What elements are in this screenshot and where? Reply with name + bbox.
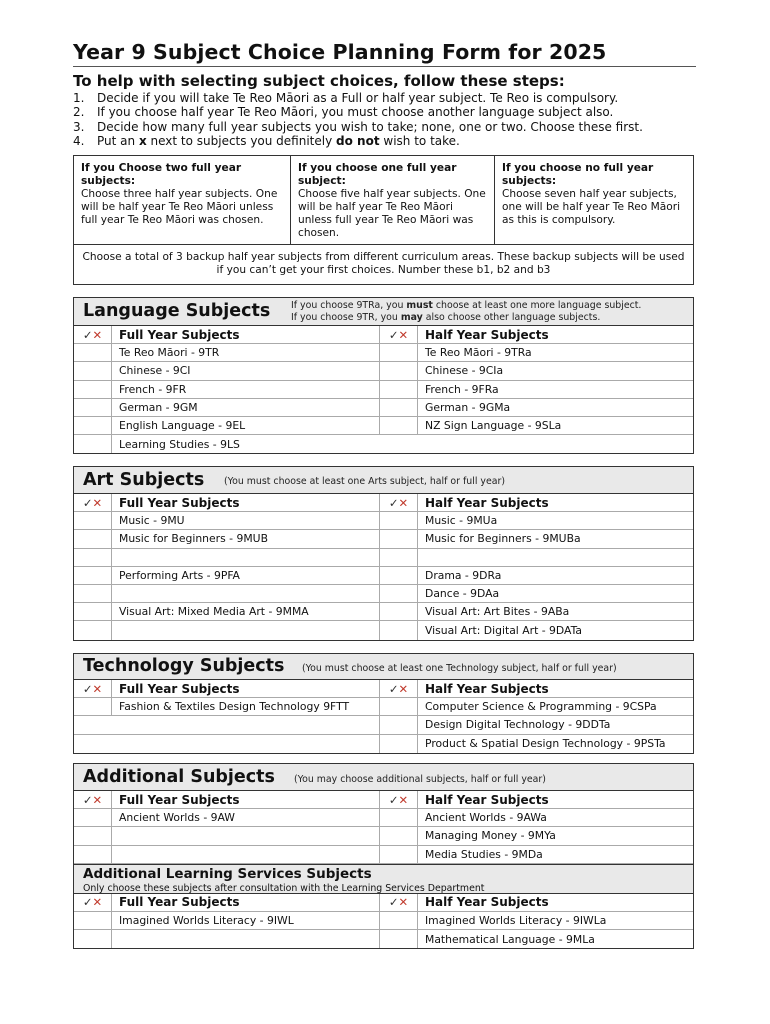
language-section-header: [74, 298, 693, 326]
cross-icon: ✕: [398, 681, 409, 696]
empty-cell: [74, 716, 380, 733]
half-year-mark-box[interactable]: [380, 827, 418, 844]
full-year-mark-box[interactable]: [74, 530, 112, 547]
full-year-mark-box[interactable]: [74, 399, 112, 416]
full-year-subject: Music for Beginners - 9MUB: [112, 530, 380, 547]
subject-row: [74, 735, 693, 753]
section-note: (You must choose at least one Arts subject, half or full year): [224, 476, 505, 487]
full-year-mark-box[interactable]: [74, 827, 112, 844]
subject-row: [74, 399, 693, 417]
full-year-mark-box[interactable]: [74, 549, 112, 566]
full-year-header: Full Year Subjects: [112, 326, 380, 343]
note-part: If you choose 9TRa, you: [291, 300, 407, 311]
half-year-header: Half Year Subjects: [425, 495, 549, 510]
full-year-subject: German - 9GM: [112, 399, 380, 416]
half-year-mark-box[interactable]: [380, 585, 418, 602]
note-part: If you choose 9TR, you: [291, 312, 401, 323]
section-note: (You may choose additional subjects, half or full year): [294, 774, 546, 785]
additional-section: [73, 763, 694, 949]
step-text-part: wish to take.: [379, 134, 460, 149]
option-body: Choose five half year subjects. One will be half year Te Reo Māori unless full year Te Reo Māori was chosen.: [298, 188, 486, 239]
title-divider: [73, 66, 696, 67]
tick-cross-icon: [74, 791, 112, 808]
subject-row: [74, 549, 693, 567]
half-year-header: Half Year Subjects: [425, 681, 549, 696]
tick-icon: ✓: [388, 792, 399, 807]
subject-row: [74, 417, 693, 435]
half-year-subject: German - 9GMa: [425, 400, 511, 414]
subject-row: [74, 512, 693, 530]
note-part: also choose other language subjects.: [422, 312, 601, 323]
half-year-mark-box[interactable]: [380, 912, 418, 929]
half-year-mark-box[interactable]: [380, 716, 418, 733]
column-header-row: [74, 894, 693, 912]
step-text-x: x: [138, 134, 147, 149]
technology-section-header: [74, 654, 693, 680]
tick-cross-icon: [380, 494, 418, 511]
subject-row: [74, 530, 693, 548]
tick-cross-icon: [380, 326, 418, 343]
section-note: (You must choose at least one Technology subject, half or full year): [302, 663, 617, 674]
full-year-header: Full Year Subjects: [112, 791, 380, 808]
steps-list: [73, 91, 703, 149]
form-title: Year 9 Subject Choice Planning Form for 2025: [73, 40, 607, 64]
note-part: choose at least one more language subject.: [432, 300, 642, 311]
half-year-subject: Visual Art: Digital Art - 9DATa: [425, 623, 583, 637]
step-text-donot: do not: [336, 134, 380, 149]
half-year-mark-box[interactable]: [380, 530, 418, 547]
subject-row: [74, 912, 693, 930]
full-year-subject: French - 9FR: [112, 381, 380, 398]
full-year-subject: Performing Arts - 9PFA: [112, 567, 380, 584]
section-title: Art Subjects: [83, 470, 205, 490]
subject-row: [74, 362, 693, 380]
full-year-mark-box[interactable]: [74, 603, 112, 620]
section-title: Technology Subjects: [83, 656, 285, 676]
half-year-subject: Product & Spatial Design Technology - 9PSTa: [425, 737, 666, 751]
option-body: Choose seven half year subjects, one will be half year Te Reo Māori as this is compulsory.: [502, 188, 681, 226]
note-emphasis: must: [406, 300, 433, 311]
half-year-subject: Media Studies - 9MDa: [425, 847, 543, 861]
full-year-subject: Fashion & Textiles Design Technology 9FTT: [112, 698, 380, 715]
half-year-subject: Imagined Worlds Literacy - 9IWLa: [425, 914, 607, 928]
half-year-mark-box[interactable]: [380, 809, 418, 826]
cross-icon: ✕: [398, 327, 409, 342]
art-section-header: [74, 467, 693, 494]
choice-options-grid: [73, 155, 694, 245]
full-year-subject: [112, 846, 380, 863]
tick-cross-icon: [380, 791, 418, 808]
full-year-subject: Imagined Worlds Literacy - 9IWL: [112, 912, 380, 929]
cross-icon: ✕: [92, 327, 103, 342]
half-year-mark-box[interactable]: [380, 549, 418, 566]
half-year-subject: Visual Art: Art Bites - 9ABa: [425, 605, 570, 619]
tick-icon: ✓: [388, 327, 399, 342]
step-number: 1.: [73, 91, 85, 105]
full-year-mark-box[interactable]: [74, 585, 112, 602]
full-year-subject: [112, 827, 380, 844]
half-year-subject: Dance - 9DAa: [425, 587, 500, 601]
half-year-subject: Music for Beginners - 9MUBa: [425, 532, 581, 546]
tick-icon: ✓: [82, 792, 93, 807]
column-header-row: [74, 680, 693, 698]
full-year-mark-box[interactable]: [74, 512, 112, 529]
half-year-mark-box[interactable]: [380, 567, 418, 584]
tick-cross-icon: [380, 680, 418, 697]
option-heading: If you Choose two full year subjects:: [81, 162, 242, 187]
subject-row: [74, 698, 693, 716]
half-year-subject: French - 9FRa: [425, 382, 499, 396]
full-year-subject: [112, 585, 380, 602]
half-year-mark-box[interactable]: [380, 603, 418, 620]
step-number: 4.: [73, 134, 85, 149]
subject-row: [74, 827, 693, 845]
section-title: Additional Learning Services Subjects: [83, 865, 372, 882]
subject-row: [74, 344, 693, 362]
full-year-subject: Chinese - 9CI: [112, 362, 380, 379]
column-header-row: [74, 494, 693, 512]
step-item: [73, 91, 703, 105]
tick-icon: ✓: [82, 327, 93, 342]
full-year-mark-box[interactable]: [74, 621, 112, 639]
subject-row: [74, 567, 693, 585]
half-year-subject: Mathematical Language - 9MLa: [425, 932, 595, 946]
cross-icon: ✕: [398, 495, 409, 510]
step-item: [73, 134, 703, 148]
full-year-subject: English Language - 9EL: [112, 417, 380, 434]
full-year-mark-box[interactable]: [74, 698, 112, 715]
empty-cell: [380, 435, 693, 453]
option-heading: If you choose one full year subject:: [298, 162, 457, 187]
step-number: 2.: [73, 105, 85, 120]
full-year-mark-box[interactable]: [74, 417, 112, 434]
half-year-subject: Computer Science & Programming - 9CSPa: [425, 700, 657, 714]
learning-services-header: [74, 864, 693, 894]
subject-row: [74, 435, 693, 453]
backup-note: Choose a total of 3 backup half year subjects from different curriculum areas. These backup subjects will be used if you can’t get your first choices. Number these b1, b2 and b3: [73, 244, 694, 285]
cross-icon: ✕: [92, 681, 103, 696]
tick-cross-icon: [74, 894, 112, 911]
tick-icon: ✓: [82, 495, 93, 510]
step-text: [97, 134, 460, 148]
art-section: [73, 466, 694, 641]
step-item: [73, 120, 703, 134]
column-header-row: [74, 326, 693, 344]
tick-icon: ✓: [388, 895, 399, 910]
full-year-mark-box[interactable]: [74, 381, 112, 398]
subject-row: [74, 930, 693, 948]
half-year-mark-box[interactable]: [380, 512, 418, 529]
half-year-mark-box[interactable]: [380, 399, 418, 416]
cross-icon: ✕: [92, 792, 103, 807]
note-emphasis: may: [400, 312, 423, 323]
full-year-subject: [112, 621, 380, 639]
column-header-row: [74, 791, 693, 809]
half-year-mark-box[interactable]: [380, 846, 418, 863]
cross-icon: ✕: [398, 792, 409, 807]
half-year-subject: Drama - 9DRa: [425, 568, 502, 582]
option-heading: If you choose no full year subjects:: [502, 162, 654, 187]
full-year-mark-box[interactable]: [74, 344, 112, 361]
full-year-subject: Learning Studies - 9LS: [119, 437, 240, 451]
half-year-mark-box[interactable]: [380, 344, 418, 361]
half-year-mark-box[interactable]: [380, 381, 418, 398]
half-year-mark-box[interactable]: [380, 621, 418, 639]
half-year-subject: Design Digital Technology - 9DDTa: [425, 718, 611, 732]
cross-icon: ✕: [92, 495, 103, 510]
half-year-subject: Music - 9MUa: [425, 514, 498, 528]
half-year-mark-box[interactable]: [380, 417, 418, 434]
subject-row: [74, 846, 693, 864]
full-year-header: Full Year Subjects: [112, 494, 380, 511]
full-year-header: Full Year Subjects: [112, 894, 380, 911]
full-year-subject: Te Reo Māori - 9TR: [112, 344, 380, 361]
tick-cross-icon: [74, 494, 112, 511]
language-section: [73, 297, 694, 454]
half-year-header: Half Year Subjects: [425, 792, 549, 807]
half-year-subject: [418, 549, 693, 566]
full-year-mark-box[interactable]: [74, 809, 112, 826]
option-no-full-year: [494, 156, 693, 244]
subject-row: [74, 716, 693, 734]
tick-cross-icon: [74, 326, 112, 343]
additional-section-header: [74, 764, 693, 791]
half-year-subject: Ancient Worlds - 9AWa: [425, 811, 547, 825]
full-year-mark-box[interactable]: [74, 435, 112, 453]
step-text: Decide how many full year subjects you wish to take; none, one or two. Choose these first.: [97, 119, 643, 134]
half-year-mark-box[interactable]: [380, 930, 418, 948]
half-year-mark-box[interactable]: [380, 698, 418, 715]
tick-icon: ✓: [388, 681, 399, 696]
tick-cross-icon: [380, 894, 418, 911]
half-year-subject: Chinese - 9CIa: [425, 364, 504, 378]
option-two-full-year: [74, 156, 290, 244]
full-year-mark-box[interactable]: [74, 930, 112, 948]
half-year-mark-box[interactable]: [380, 362, 418, 379]
half-year-header: Half Year Subjects: [425, 895, 549, 910]
full-year-subject: Ancient Worlds - 9AW: [112, 809, 380, 826]
half-year-subject: Managing Money - 9MYa: [425, 829, 556, 843]
section-note: [291, 300, 641, 324]
step-text: If you choose half year Te Reo Māori, you must choose another language subject also.: [97, 105, 614, 120]
subject-row: [74, 603, 693, 621]
section-title: Language Subjects: [83, 301, 271, 321]
subject-row: [74, 381, 693, 399]
full-year-mark-box[interactable]: [74, 846, 112, 863]
step-text-part: next to subjects you definitely: [146, 134, 337, 149]
full-year-subject: Music - 9MU: [112, 512, 380, 529]
step-number: 3.: [73, 119, 85, 134]
half-year-mark-box[interactable]: [380, 735, 418, 753]
step-text: Decide if you will take Te Reo Māori as a Full or half year subject. Te Reo is compulsory.: [97, 91, 619, 105]
step-item: [73, 105, 703, 119]
steps-heading: To help with selecting subject choices, follow these steps:: [73, 72, 565, 90]
section-note: Only choose these subjects after consultation with the Learning Services Department: [83, 882, 485, 894]
full-year-subject: Visual Art: Mixed Media Art - 9MMA: [112, 603, 380, 620]
full-year-subject: [112, 549, 380, 566]
step-text-part: Put an: [97, 134, 139, 149]
option-one-full-year: [290, 156, 494, 244]
subject-row: [74, 621, 693, 639]
option-body: Choose three half year subjects. One will be half year Te Reo Māori unless full year Te Reo Māori was chosen.: [81, 188, 278, 226]
cross-icon: ✕: [398, 895, 409, 910]
tick-icon: ✓: [82, 681, 93, 696]
cross-icon: ✕: [92, 895, 103, 910]
subject-row: [74, 809, 693, 827]
technology-section: [73, 653, 694, 754]
tick-cross-icon: [74, 680, 112, 697]
full-year-mark-box[interactable]: [74, 362, 112, 379]
half-year-subject: NZ Sign Language - 9SLa: [425, 419, 562, 433]
full-year-header: Full Year Subjects: [112, 680, 380, 697]
tick-icon: ✓: [388, 495, 399, 510]
section-title: Additional Subjects: [83, 767, 275, 787]
half-year-header: Half Year Subjects: [425, 327, 549, 342]
tick-icon: ✓: [82, 895, 93, 910]
full-year-subject: [112, 930, 380, 948]
full-year-mark-box[interactable]: [74, 567, 112, 584]
half-year-subject: Te Reo Māori - 9TRa: [425, 346, 532, 360]
full-year-mark-box[interactable]: [74, 912, 112, 929]
empty-cell: [74, 735, 380, 753]
subject-row: [74, 585, 693, 603]
